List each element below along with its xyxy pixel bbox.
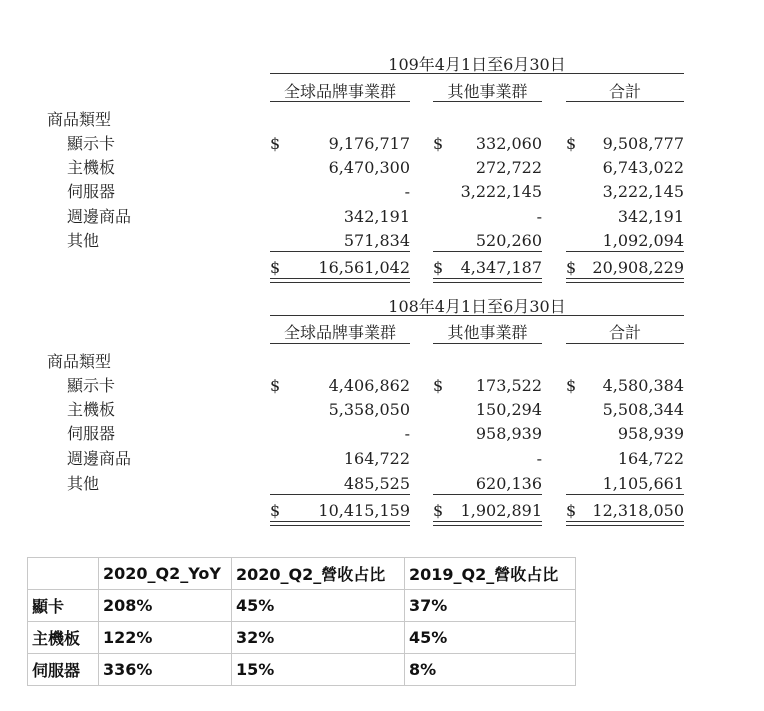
- cell-total: 1,092,094: [602, 231, 684, 250]
- summary-cell: 15%: [232, 654, 405, 686]
- cell-global-brand: -: [404, 424, 410, 443]
- total-double-rule: [566, 278, 684, 283]
- summary-row: [28, 654, 576, 686]
- title-underline: [270, 315, 684, 316]
- total-double-rule: [270, 278, 410, 283]
- row-label: 其他: [67, 474, 100, 493]
- row-label: 伺服器: [67, 424, 116, 443]
- col-header-global-brand: 全球品牌事業群: [283, 323, 396, 342]
- total-double-rule: [433, 278, 542, 283]
- col-header-underline: [433, 343, 542, 344]
- currency-symbol: $: [433, 376, 444, 395]
- summary-row: [28, 590, 576, 622]
- subtotal-rule: [270, 494, 410, 495]
- summary-header-cell: 2019_Q2_營收占比: [405, 558, 576, 590]
- col-header-total: 合計: [608, 323, 641, 342]
- currency-symbol: $: [566, 134, 577, 153]
- total-other-groups: 1,902,891: [460, 501, 542, 520]
- summary-cell: 8%: [405, 654, 576, 686]
- total-double-rule: [566, 521, 684, 526]
- total-global-brand: 10,415,159: [318, 501, 410, 520]
- subtotal-rule: [270, 251, 410, 252]
- total-total: 12,318,050: [592, 501, 684, 520]
- row-label: 顯示卡: [67, 134, 116, 153]
- row-label: 週邊商品: [67, 207, 132, 226]
- cell-other-groups: 3,222,145: [460, 182, 542, 201]
- section-label: 商品類型: [47, 352, 112, 371]
- cell-other-groups: 150,294: [475, 400, 542, 419]
- col-header-total: 合計: [608, 82, 641, 101]
- col-header-other-groups: 其他事業群: [447, 323, 528, 342]
- summary-cell: 122%: [99, 622, 232, 654]
- total-global-brand: 16,561,042: [318, 258, 410, 277]
- cell-other-groups: -: [536, 449, 542, 468]
- summary-header-cell: 2020_Q2_YoY: [99, 558, 232, 590]
- subtotal-rule: [566, 494, 684, 495]
- currency-symbol: $: [270, 376, 281, 395]
- total-double-rule: [433, 521, 542, 526]
- col-header-global-brand: 全球品牌事業群: [283, 82, 396, 101]
- cell-other-groups: -: [536, 207, 542, 226]
- summary-cell: 208%: [99, 590, 232, 622]
- summary-row-label: 伺服器: [28, 654, 99, 686]
- summary-row: [28, 622, 576, 654]
- total-total: 20,908,229: [592, 258, 684, 277]
- currency-symbol: $: [433, 258, 444, 277]
- cell-other-groups: 958,939: [475, 424, 542, 443]
- col-header-underline: [433, 101, 542, 102]
- cell-global-brand: 9,176,717: [328, 134, 410, 153]
- cell-total: 342,191: [617, 207, 684, 226]
- row-label: 主機板: [67, 400, 116, 419]
- col-header-other-groups: 其他事業群: [447, 82, 528, 101]
- summary-row-label: 主機板: [28, 622, 99, 654]
- col-header-underline: [270, 101, 410, 102]
- summary-header-cell: [28, 558, 99, 590]
- summary-cell: 45%: [405, 622, 576, 654]
- currency-symbol: $: [566, 376, 577, 395]
- cell-other-groups: 272,722: [475, 158, 542, 177]
- cell-global-brand: 342,191: [343, 207, 410, 226]
- cell-total: 958,939: [617, 424, 684, 443]
- summary-cell: 336%: [99, 654, 232, 686]
- cell-total: 1,105,661: [602, 474, 684, 493]
- col-header-underline: [566, 343, 684, 344]
- cell-global-brand: -: [404, 182, 410, 201]
- summary-table: [27, 557, 576, 686]
- summary-cell: 32%: [232, 622, 405, 654]
- cell-other-groups: 173,522: [475, 376, 542, 395]
- cell-other-groups: 332,060: [475, 134, 542, 153]
- cell-global-brand: 4,406,862: [328, 376, 410, 395]
- cell-total: 9,508,777: [602, 134, 684, 153]
- summary-header-row: [28, 558, 576, 590]
- currency-symbol: $: [566, 258, 577, 277]
- currency-symbol: $: [270, 258, 281, 277]
- period-title: 108年4月1日至6月30日: [388, 297, 566, 316]
- cell-total: 4,580,384: [602, 376, 684, 395]
- row-label: 伺服器: [67, 182, 116, 201]
- title-underline: [270, 73, 684, 74]
- cell-total: 6,743,022: [602, 158, 684, 177]
- summary-row-label: 顯卡: [28, 590, 99, 622]
- cell-global-brand: 571,834: [343, 231, 410, 250]
- cell-global-brand: 164,722: [343, 449, 410, 468]
- row-label: 週邊商品: [67, 449, 132, 468]
- summary-header-cell: 2020_Q2_營收占比: [232, 558, 405, 590]
- subtotal-rule: [566, 251, 684, 252]
- col-header-underline: [270, 343, 410, 344]
- cell-global-brand: 6,470,300: [328, 158, 410, 177]
- cell-total: 164,722: [617, 449, 684, 468]
- section-label: 商品類型: [47, 110, 112, 129]
- total-other-groups: 4,347,187: [460, 258, 542, 277]
- currency-symbol: $: [566, 501, 577, 520]
- currency-symbol: $: [270, 501, 281, 520]
- period-title: 109年4月1日至6月30日: [388, 55, 566, 74]
- currency-symbol: $: [433, 501, 444, 520]
- cell-global-brand: 5,358,050: [328, 400, 410, 419]
- row-label: 其他: [67, 231, 100, 250]
- cell-global-brand: 485,525: [343, 474, 410, 493]
- subtotal-rule: [433, 251, 542, 252]
- cell-other-groups: 620,136: [475, 474, 542, 493]
- total-double-rule: [270, 521, 410, 526]
- cell-total: 3,222,145: [602, 182, 684, 201]
- summary-cell: 37%: [405, 590, 576, 622]
- currency-symbol: $: [433, 134, 444, 153]
- summary-cell: 45%: [232, 590, 405, 622]
- subtotal-rule: [433, 494, 542, 495]
- row-label: 顯示卡: [67, 376, 116, 395]
- cell-total: 5,508,344: [602, 400, 684, 419]
- cell-other-groups: 520,260: [475, 231, 542, 250]
- col-header-underline: [566, 101, 684, 102]
- currency-symbol: $: [270, 134, 281, 153]
- row-label: 主機板: [67, 158, 116, 177]
